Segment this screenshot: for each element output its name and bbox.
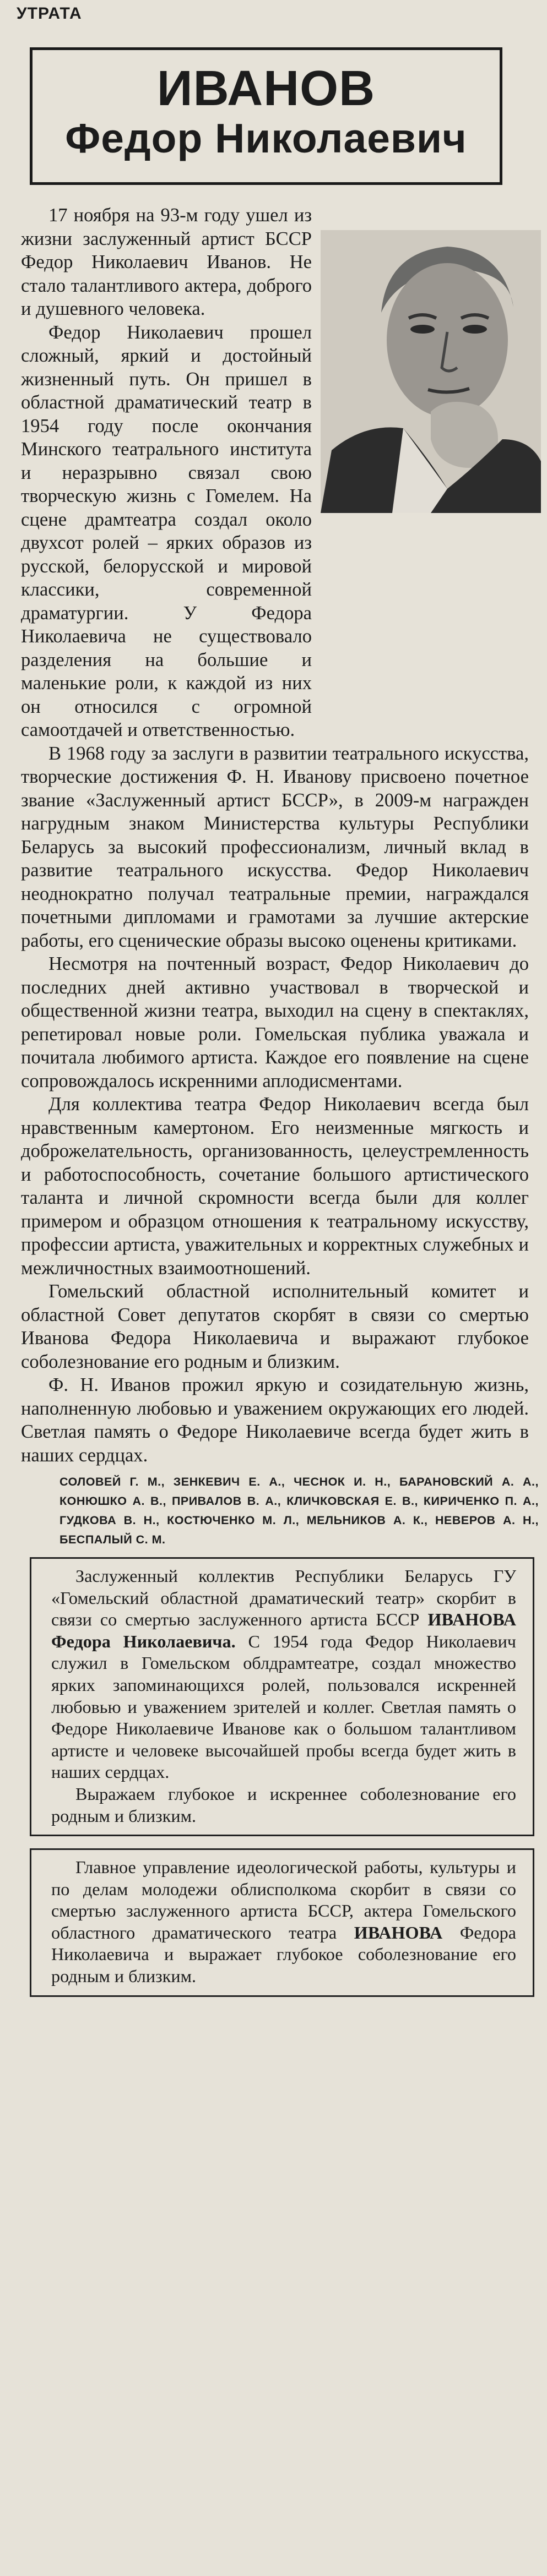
box1-name: ИВАНОВА Федора Николаевича. bbox=[51, 1609, 516, 1651]
article-paragraph-5: Для коллектива театра Федор Николаевич всегда был нравственным камертоном. Его неизменные мягкость и доброжелательность, организованность, целеустремленность и работоспособность, сочетание большого артистического таланта и личной скромности всегда были для коллег примером и образцом отношения к театральному искусству, профессии артиста, уважительных и корректных служебных и межличностных взаимоотношений. bbox=[21, 1094, 529, 1279]
article-paragraph-1: 17 ноября на 93-м году ушел из жизни заслуженный артист БССР Федор Николаевич Иванов. Не стало талантливого актера, доброго и душевного человека. bbox=[21, 205, 312, 319]
signatories-list: СОЛОВЕЙ Г. М., ЗЕНКЕВИЧ Е. А., ЧЕСНОК И. Н., БАРАНОВСКИЙ А. А., КОНЮШКО А. В., ПРИВАЛОВ В. А., КЛИЧКОВСКАЯ Е. В., КИРИЧЕНКО П. А., ГУДКОВА В. Н., КОСТЮЧЕНКО М. Л., МЕЛЬНИКОВ А. К., НЕВЕРОВ А. Н., БЕСПАЛЫЙ С. М. bbox=[59, 1475, 539, 1546]
title-given-name: Федор Николаевич bbox=[65, 115, 467, 161]
section-rubric: УТРАТА bbox=[17, 4, 82, 23]
box1-text-b: С 1954 года Федор Николаевич служил в Гомельском облдрамтеатре, создал множество ярких запоминающихся ролей, пользовался искренней любовью и уважением зрителей и коллег. Светлая память о Федоре Николаевиче Иванове как о большом талантливом артисте и человеке высочайшей пробы всегда будет жить в наших сердцах. bbox=[51, 1631, 516, 1782]
article-paragraph-7: Ф. Н. Иванов прожил яркую и созидательную жизнь, наполненную любовью и уважением окружающих его людей. Светлая память о Федоре Николаевиче всегда будет жить в наших сердцах. bbox=[21, 1374, 529, 1466]
article-paragraph-3: В 1968 году за заслуги в развитии театрального искусства, творческие достижения Ф. Н. Иванову присвоено почетное звание «Заслуженный артист БССР», в 2009-м награжден нагрудным знаком Министерства культуры Республики Беларусь за высокий профессионализм, личный вклад в развитие театрального искусства. Федор Николаевич неоднократно получал театральные премии, награждался почетными дипломами и грамотами за лучшие актерские работы, его сценические образы высоко оценены критиками. bbox=[21, 743, 529, 951]
condolence-box-ministry bbox=[30, 1848, 534, 1997]
box2-text-b: Федора Николаевича и выражает глубокое соболезнование его родным и близким. bbox=[51, 1922, 516, 1986]
title-surname: ИВАНОВ bbox=[156, 61, 376, 116]
article-paragraph-2: Федор Николаевич прошел сложный, яркий и достойный жизненный путь. Он пришел в областной драматический театр в 1954 году после окончания Минского театрального института и неразрывно связал свою творческую жизнь с Гомелем. На сцене драмтеатра создал около двухсот ролей – ярких образов из русской, белорусской и мировой классики, современной драматургии. У Федора Николаевича не существовало разделения на большие и маленькие роли, к каждой из них он относился с огромной самоотдачей и ответственностью. bbox=[21, 321, 312, 740]
box1-paragraph-1 bbox=[51, 1565, 516, 1783]
article-paragraph-6: Гомельский областной исполнительный комитет и областной Совет депутатов скорбят в связи со смертью Иванова Федора Николаевича и выражают глубокое соболезнование его родным и близким. bbox=[21, 1281, 529, 1372]
box1-paragraph-2: Выражаем глубокое и искреннее соболезнование его родным и близким. bbox=[51, 1783, 516, 1826]
box2-name: ИВАНОВА bbox=[354, 1922, 443, 1942]
obituary-article bbox=[21, 204, 529, 1467]
article-paragraph-4: Несмотря на почтенный возраст, Федор Николаевич до последних дней активно участвовал в творческой и общественной жизни театра, выходил на сцену в спектаклях, репетировал новые роли. Гомельская публика уважала и почитала любимого артиста. Каждое его появление на сцене сопровождалось искренними аплодисментами. bbox=[21, 953, 529, 1091]
condolence-box-theatre bbox=[30, 1557, 534, 1836]
title-box bbox=[30, 47, 502, 185]
box2-paragraph bbox=[51, 1857, 516, 1988]
box2-text-a: Главное управление идеологической работы, культуры и по делам молодежи облисполкома скорбит в связи со смертью заслуженного артиста БССР, актера Гомельского областного драматического театра bbox=[51, 1857, 516, 1942]
box1-text-a: Заслуженный коллектив Республики Беларусь ГУ «Гомельский областной драматический театр» скорбит в связи со смертью заслуженного артиста БССР bbox=[51, 1566, 516, 1630]
